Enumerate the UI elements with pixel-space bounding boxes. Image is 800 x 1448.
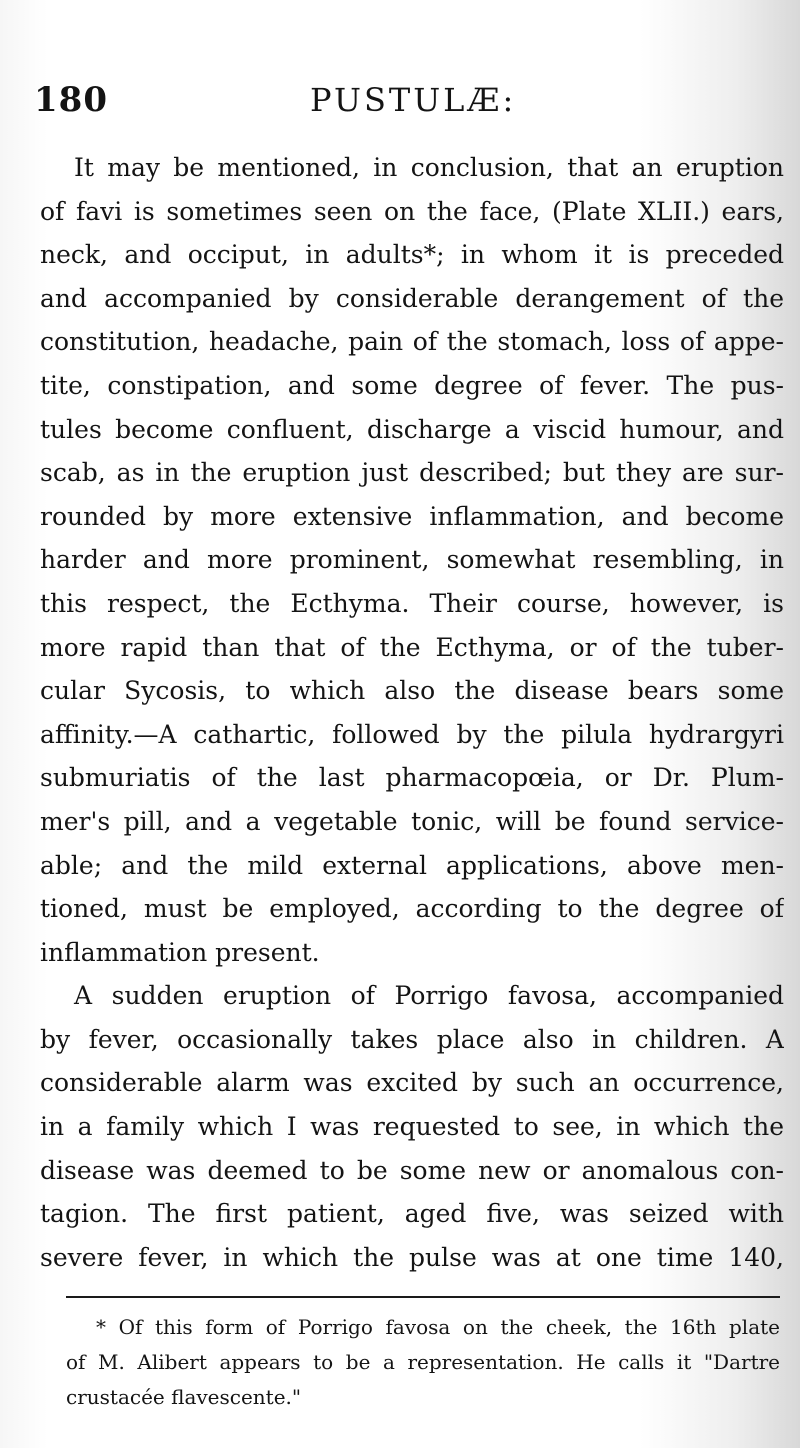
text-line: neck, and occiput, in adults*; in whom it is preceded xyxy=(40,240,784,270)
text-line: constitution, headache, pain of the stomach, loss of appe- xyxy=(40,327,784,357)
footnote-line: * Of this form of Porrigo favosa on the cheek, the 16th plate xyxy=(96,1315,780,1339)
text-line: affinity.—A cathartic, followed by the pilula hydrargyri xyxy=(40,719,784,749)
text-line: mer's pill, and a vegetable tonic, will be found service- xyxy=(40,806,784,836)
text-line: tagion. The first patient, aged five, was seized with xyxy=(40,1199,784,1229)
text-line: this respect, the Ecthyma. Their course, however, is xyxy=(40,588,784,618)
text-line: considerable alarm was excited by such an occurrence, xyxy=(40,1068,784,1098)
paragraph-2 xyxy=(40,974,784,1279)
text-line: and accompanied by considerable derangement of the xyxy=(40,283,784,313)
text-line: cular Sycosis, to which also the disease bears some xyxy=(40,676,784,706)
text-line: tioned, must be employed, according to the degree of xyxy=(40,894,784,924)
text-line: tules become confluent, discharge a viscid humour, and xyxy=(40,414,784,444)
paragraph-1 xyxy=(40,146,784,974)
text-line: submuriatis of the last pharmacopœia, or Dr. Plum- xyxy=(40,763,784,793)
body-text xyxy=(40,146,784,1279)
text-line: inflammation present. xyxy=(40,937,320,967)
text-line: able; and the mild external applications, above men- xyxy=(40,850,784,880)
footnote xyxy=(66,1310,780,1415)
footnote-divider xyxy=(66,1296,780,1298)
text-line: It may be mentioned, in conclusion, that an eruption xyxy=(74,153,784,182)
text-line: rounded by more extensive inflammation, and become xyxy=(40,501,784,531)
text-line: of favi is sometimes seen on the face, (Plate XLII.) ears, xyxy=(40,196,784,226)
text-line: by fever, occasionally takes place also in children. A xyxy=(40,1024,784,1054)
text-line: in a family which I was requested to see, in which the xyxy=(40,1112,784,1142)
text-line: disease was deemed to be some new or anomalous con- xyxy=(40,1155,784,1185)
text-line: A sudden eruption of Porrigo favosa, accompanied xyxy=(74,981,784,1011)
running-head: PUSTULÆ: xyxy=(310,81,517,119)
text-line: scab, as in the eruption just described; but they are sur- xyxy=(40,458,784,488)
text-line: more rapid than that of the Ecthyma, or of the tuber- xyxy=(40,632,784,662)
text-line: tite, constipation, and some degree of fever. The pus- xyxy=(40,370,784,400)
footnote-line: crustacée flavescente." xyxy=(66,1385,302,1409)
page-number: 180 xyxy=(34,80,108,120)
page-header xyxy=(34,78,794,122)
footnote-line: of M. Alibert appears to be a representation. He calls it "Dartre xyxy=(66,1350,780,1374)
text-line: severe fever, in which the pulse was at one time 140, xyxy=(40,1242,784,1272)
text-line: harder and more prominent, somewhat resembling, in xyxy=(40,545,784,575)
